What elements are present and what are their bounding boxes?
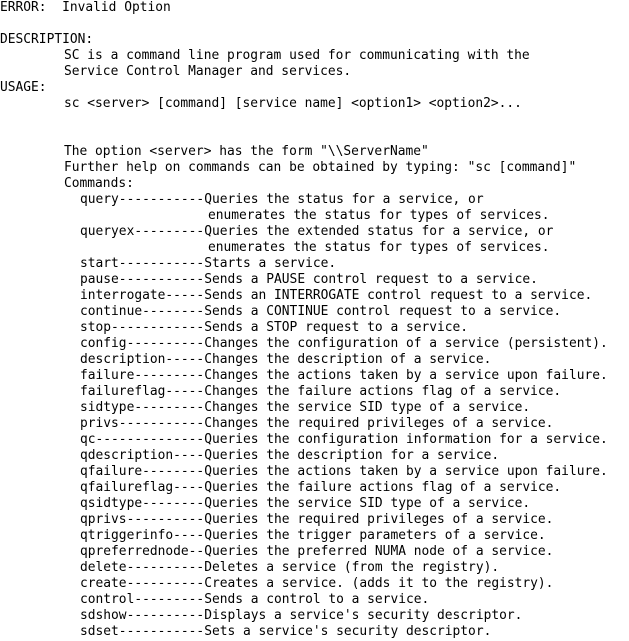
command-description: Queries the failure actions flag of a service. <box>204 480 562 495</box>
command-name: qpreferrednode-- <box>80 544 205 559</box>
command-name: query----------- <box>80 192 205 207</box>
command-row <box>80 480 561 496</box>
command-row <box>80 368 608 384</box>
command-row <box>80 608 522 624</box>
command-description: Changes the actions taken by a service upon failure. <box>204 368 608 383</box>
command-description: Sends a CONTINUE control request to a service. <box>204 304 562 319</box>
description-line-1: SC is a command line program used for communicating with the <box>64 48 530 63</box>
command-row <box>80 224 553 240</box>
command-description: Creates a service. (adds it to the registry). <box>204 576 554 591</box>
command-description: Deletes a service (from the registry). <box>204 560 500 575</box>
command-name: description----- <box>80 352 205 367</box>
command-description: Queries the preferred NUMA node of a service. <box>204 544 554 559</box>
command-name: qsidtype-------- <box>80 496 205 511</box>
description-label: DESCRIPTION: <box>0 32 94 47</box>
command-row <box>80 528 546 544</box>
command-name: sidtype--------- <box>80 400 205 415</box>
command-row <box>80 592 429 608</box>
command-description: Changes the service SID type of a service. <box>204 400 531 415</box>
command-name: create---------- <box>80 576 205 591</box>
command-name: qfailureflag---- <box>80 480 205 495</box>
error-label: ERROR: <box>0 0 47 15</box>
command-row <box>80 192 484 208</box>
command-name: start----------- <box>80 256 205 271</box>
command-description: Queries the required privileges of a service. <box>204 512 554 527</box>
command-name: interrogate----- <box>80 288 205 303</box>
command-name: queryex--------- <box>80 224 205 239</box>
command-name: privs----------- <box>80 416 205 431</box>
command-row <box>80 288 592 304</box>
command-name: qfailure-------- <box>80 464 205 479</box>
description-line-2: Service Control Manager and services. <box>64 64 352 79</box>
command-row <box>80 256 336 272</box>
command-description: Starts a service. <box>204 256 337 271</box>
commands-label: Commands: <box>64 176 134 191</box>
command-description: Changes the required privileges of a service. <box>204 416 554 431</box>
help-note: Further help on commands can be obtained by typing: "sc [command]" <box>64 160 577 175</box>
command-description: Queries the actions taken by a service upon failure. <box>204 464 608 479</box>
command-description: Displays a service's security descriptor. <box>204 608 523 623</box>
command-row <box>80 624 491 640</box>
command-description: Changes the configuration of a service (persistent). <box>204 336 608 351</box>
command-description: Queries the extended status for a service, or <box>204 224 554 239</box>
command-name: qdescription---- <box>80 448 205 463</box>
command-row <box>80 320 468 336</box>
command-description: Sends an INTERROGATE control request to a service. <box>204 288 593 303</box>
command-row <box>80 400 530 416</box>
command-name: qprivs---------- <box>80 512 205 527</box>
command-description: Sends a STOP request to a service. <box>204 320 469 335</box>
usage-syntax: sc <server> [command] [service name] <option1> <option2>... <box>64 96 522 111</box>
command-row <box>80 416 553 432</box>
command-description: Queries the description for a service. <box>204 448 500 463</box>
command-description: Sends a PAUSE control request to a service. <box>204 272 538 287</box>
command-name: sdshow---------- <box>80 608 205 623</box>
command-row <box>80 304 561 320</box>
error-message: Invalid Option <box>62 0 171 15</box>
command-name: failureflag----- <box>80 384 205 399</box>
command-description-continuation: enumerates the status for types of services. <box>208 208 550 223</box>
command-name: delete---------- <box>80 560 205 575</box>
command-row <box>80 432 608 448</box>
command-name: qc-------------- <box>80 432 205 447</box>
command-row <box>80 336 608 352</box>
command-name: config---------- <box>80 336 205 351</box>
command-name: pause----------- <box>80 272 205 287</box>
command-name: sdset----------- <box>80 624 205 639</box>
command-row <box>80 576 553 592</box>
command-description: Queries the status for a service, or <box>204 192 484 207</box>
command-description: Queries the service SID type of a service. <box>204 496 531 511</box>
error-line <box>0 0 171 16</box>
server-form-note: The option <server> has the form "\\ServerName" <box>64 144 429 159</box>
command-description-continuation: enumerates the status for types of services. <box>208 240 550 255</box>
command-row <box>80 352 491 368</box>
command-name: control--------- <box>80 592 205 607</box>
command-name: qtriggerinfo---- <box>80 528 205 543</box>
command-description: Queries the configuration information for a service. <box>204 432 608 447</box>
command-description: Changes the description of a service. <box>204 352 492 367</box>
command-row <box>80 496 530 512</box>
command-row <box>80 560 499 576</box>
command-description: Changes the failure actions flag of a service. <box>204 384 562 399</box>
command-name: continue-------- <box>80 304 205 319</box>
command-name: failure--------- <box>80 368 205 383</box>
command-description: Sends a control to a service. <box>204 592 430 607</box>
command-row <box>80 384 561 400</box>
command-row <box>80 544 553 560</box>
command-name: stop------------ <box>80 320 205 335</box>
command-row <box>80 512 553 528</box>
command-description: Queries the trigger parameters of a service. <box>204 528 546 543</box>
usage-label: USAGE: <box>0 80 47 95</box>
command-row <box>80 272 538 288</box>
command-description: Sets a service's security descriptor. <box>204 624 492 639</box>
command-row <box>80 464 608 480</box>
command-row <box>80 448 499 464</box>
